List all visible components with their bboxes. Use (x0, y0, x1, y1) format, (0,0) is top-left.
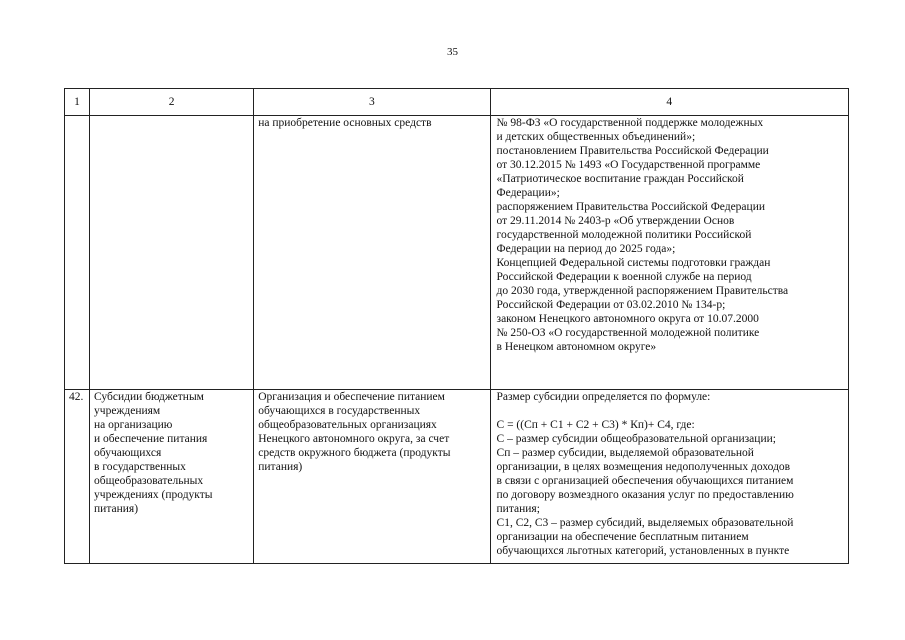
subsidy-name-line: на организацию (94, 419, 173, 431)
subsidy-name-line: в государственных (94, 461, 186, 473)
document-table (64, 88, 849, 564)
purpose-line: Организация и обеспечение питанием (258, 391, 445, 403)
row1-name-cell (90, 116, 254, 390)
header-col-3: 3 (254, 89, 490, 116)
legal-basis-line: № 98-ФЗ «О государственной поддержке молодежных (496, 117, 764, 129)
header-col-4: 4 (490, 89, 848, 116)
purpose-line: средств окружного бюджета (продукты (258, 447, 451, 459)
legal-basis-line: постановлением Правительства Российской Федерации (496, 145, 769, 157)
subsidy-name-line: обучающихся (94, 447, 162, 459)
subsidy-name-line: питания) (94, 503, 139, 515)
formula-explanation-line: питания; (496, 503, 540, 515)
subsidy-name-line: учреждениях (продукты (94, 489, 213, 501)
purpose-line: питания) (258, 461, 303, 473)
table-row (65, 116, 849, 390)
legal-basis-line: Федерации»; (496, 187, 560, 199)
legal-basis-line: государственной молодежной политики Российской (496, 229, 752, 241)
row1-purpose-cell (254, 116, 490, 390)
row1-legal-basis-cell (490, 116, 848, 390)
blank-line (497, 404, 844, 418)
row2-number-cell: 42. (65, 390, 90, 564)
formula-explanation-line: Сп – размер субсидии, выделяемой образовательной (496, 447, 754, 459)
legal-basis-line: законом Ненецкого автономного округа от 10.07.2000 (496, 313, 759, 325)
legal-basis-line: Федерации на период до 2025 года»; (496, 243, 676, 255)
legal-basis-line: и детских общественных объединений»; (496, 131, 696, 143)
subsidy-name-line: и обеспечение питания (94, 433, 208, 445)
legal-basis-line: Концепцией Федеральной системы подготовки граждан (496, 257, 771, 269)
legal-basis-line: в Ненецком автономном округе» (496, 341, 657, 353)
formula-explanation-line: организации, в целях возмещения недополученных доходов (496, 461, 791, 473)
purpose-line: общеобразовательных организациях (258, 419, 437, 431)
row2-name-cell (90, 390, 254, 564)
header-col-1: 1 (65, 89, 90, 116)
legal-basis-line: «Патриотическое воспитание граждан Российской (496, 173, 744, 185)
row1-number-cell (65, 116, 90, 390)
legal-basis-line: до 2030 года, утвержденной распоряжением Правительства (496, 285, 789, 297)
subsidy-name-line: учреждениям (94, 405, 161, 417)
header-col-2: 2 (90, 89, 254, 116)
subsidy-name-line: Субсидии бюджетным (94, 391, 204, 403)
formula: С = ((Сп + С1 + С2 + С3) * Кп)+ С4, где: (496, 419, 695, 431)
formula-explanation-line: обучающихся льготных категорий, установленных в пункте (496, 545, 790, 557)
formula-explanation-line: в связи с организацией обеспечения обучающихся питанием (496, 475, 794, 487)
page-number: 35 (447, 46, 458, 58)
subsidy-name-line: общеобразовательных (94, 475, 204, 487)
formula-explanation-line: С – размер субсидии общеобразовательной организации; (496, 433, 776, 445)
row1-purpose-line: на приобретение основных средств (258, 117, 432, 129)
formula-explanation-line: С1, С2, С3 – размер субсидий, выделяемых образовательной (496, 517, 794, 529)
row2-formula-cell (490, 390, 848, 564)
formula-intro: Размер субсидии определяется по формуле: (496, 391, 711, 403)
legal-basis-line: Российской Федерации от 03.02.2010 № 134-р; (496, 299, 726, 311)
legal-basis-line: № 250-ОЗ «О государственной молодежной политике (496, 327, 760, 339)
formula-explanation-line: организации на обеспечение бесплатным питанием (496, 531, 749, 543)
formula-explanation-line: по договору возмездного оказания услуг по предоставлению (496, 489, 794, 501)
table-header-row (65, 89, 849, 116)
legal-basis-line: распоряжением Правительства Российской Федерации (496, 201, 766, 213)
legal-basis-line: от 29.11.2014 № 2403-р «Об утверждении Основ (496, 215, 735, 227)
purpose-line: Ненецкого автономного округа, за счет (258, 433, 450, 445)
legal-basis-line: Российской Федерации к военной службе на период (496, 271, 752, 283)
table-row (65, 390, 849, 564)
legal-basis-line: от 30.12.2015 № 1493 «О Государственной программе (496, 159, 761, 171)
row2-purpose-cell (254, 390, 490, 564)
purpose-line: обучающихся в государственных (258, 405, 421, 417)
